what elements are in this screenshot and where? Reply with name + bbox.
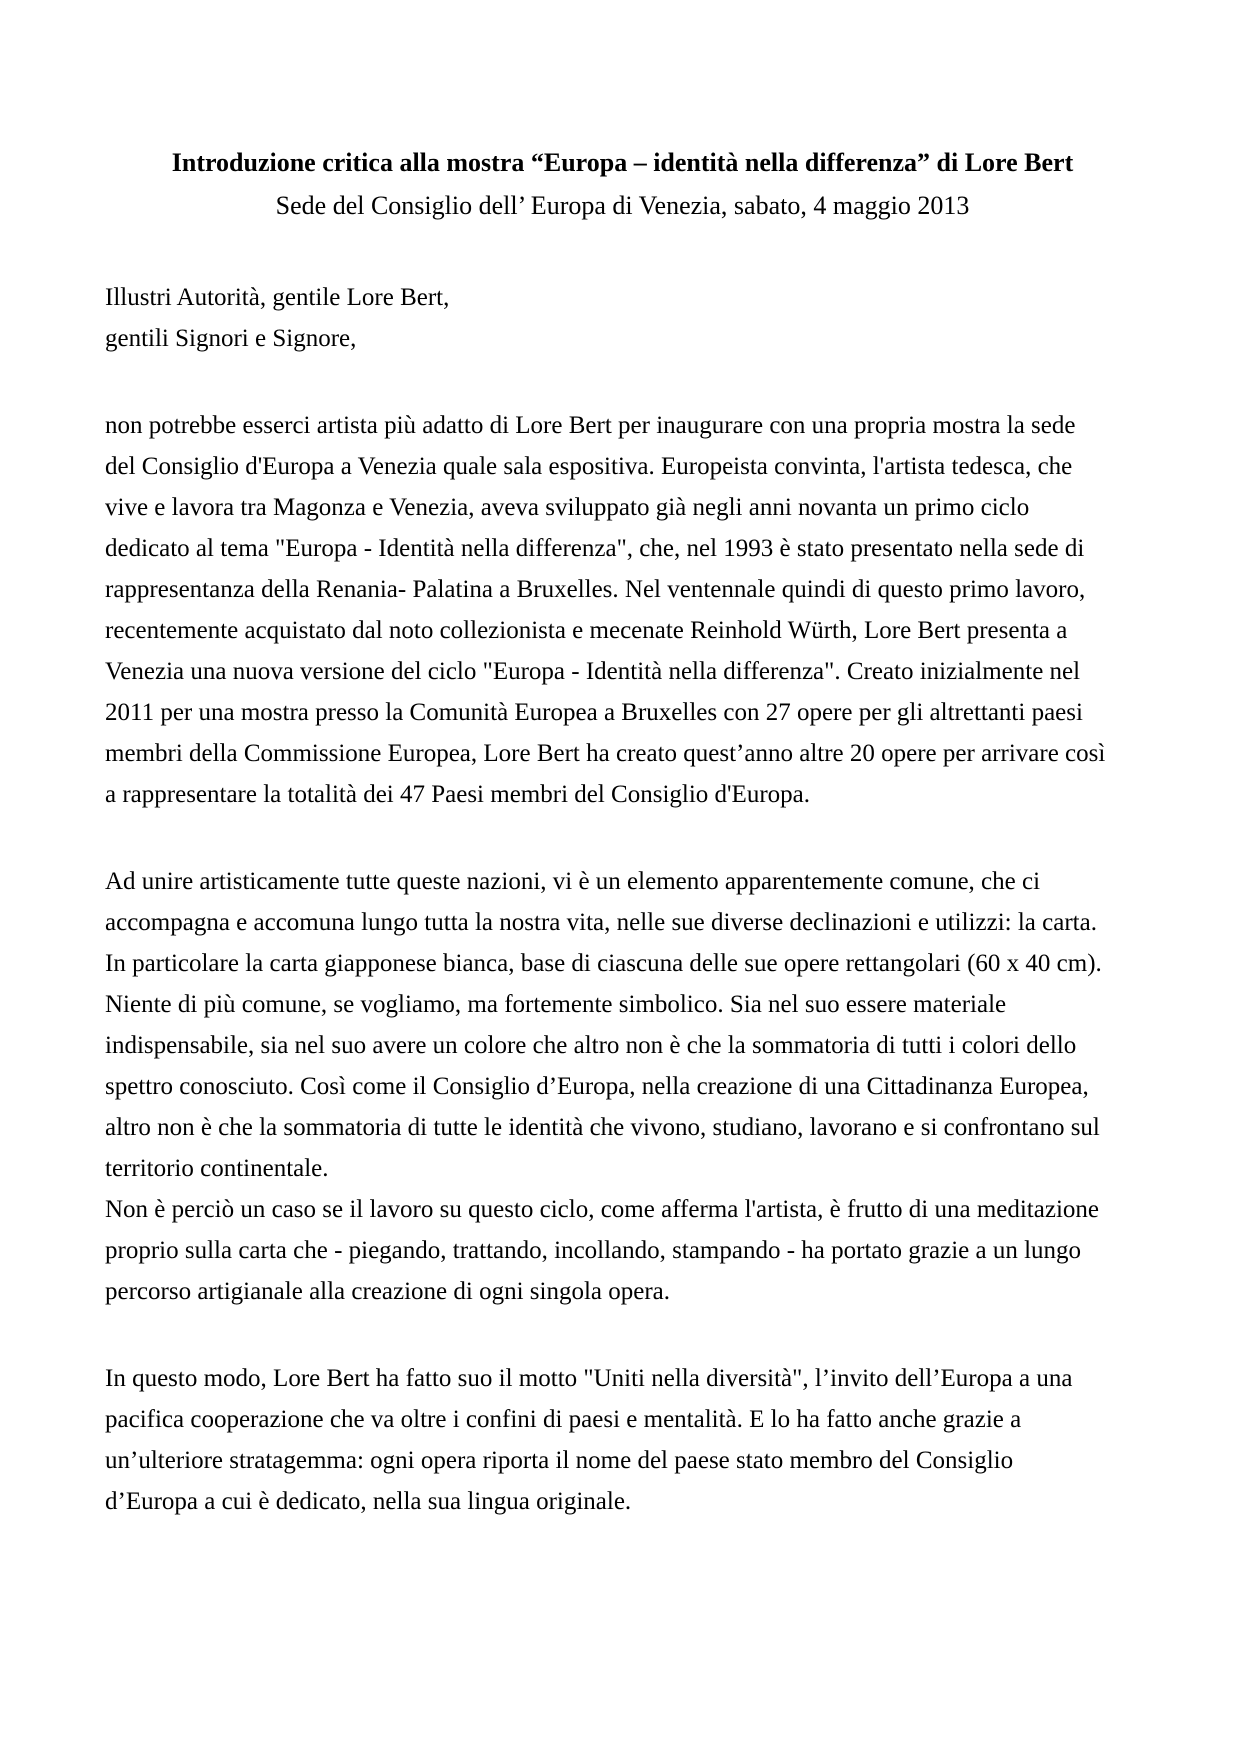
paragraph-1	[105, 405, 1140, 815]
text-line: non potrebbe esserci artista più adatto di Lore Bert per inaugurare con una propria mostra la sede	[105, 412, 1076, 439]
greeting-line: gentili Signori e Signore,	[105, 325, 357, 352]
text-line: In particolare la carta giapponese bianca, base di ciascuna delle sue opere rettangolari (60 x 40 cm).	[105, 950, 1102, 977]
text-line: dedicato al tema "Europa - Identità nella differenza", che, nel 1993 è stato presentato nella sede di	[105, 535, 1085, 562]
document-subtitle: Sede del Consiglio dell’ Europa di Venezia, sabato, 4 maggio 2013	[275, 191, 970, 220]
text-line: In questo modo, Lore Bert ha fatto suo il motto "Uniti nella diversità", l’invito dell’Europa a una	[105, 1365, 1073, 1392]
text-line: proprio sulla carta che - piegando, trattando, incollando, stampando - ha portato grazie a un lungo	[105, 1237, 1082, 1264]
document-title: Introduzione critica alla mostra “Europa – identità nella differenza” di Lore Bert	[171, 148, 1074, 177]
text-line: pacifica cooperazione che va oltre i confini di paesi e mentalità. E lo ha fatto anche grazie a	[105, 1406, 1022, 1433]
text-line: Niente di più comune, se vogliamo, ma fortemente simbolico. Sia nel suo essere materiale	[105, 991, 1007, 1018]
text-line: territorio continentale.	[105, 1155, 329, 1182]
text-line: Non è perciò un caso se il lavoro su questo ciclo, come afferma l'artista, è frutto di una meditazione	[105, 1196, 1099, 1223]
text-line: del Consiglio d'Europa a Venezia quale sala espositiva. Europeista convinta, l'artista tedesca, che	[105, 453, 1073, 480]
text-line: accompagna e accomuna lungo tutta la nostra vita, nelle sue diverse declinazioni e utilizzi: la carta.	[105, 909, 1097, 936]
text-line: indispensabile, sia nel suo avere un colore che altro non è che la sommatoria di tutti i colori dello	[105, 1032, 1077, 1059]
greeting-block	[105, 277, 1140, 359]
text-line: recentemente acquistato dal noto collezionista e mecenate Reinhold Würth, Lore Bert presenta a	[105, 617, 1068, 644]
text-line: d’Europa a cui è dedicato, nella sua lingua originale.	[105, 1488, 632, 1515]
text-line: a rappresentare la totalità dei 47 Paesi membri del Consiglio d'Europa.	[105, 781, 810, 808]
greeting-line: Illustri Autorità, gentile Lore Bert,	[105, 284, 450, 311]
text-line: Venezia una nuova versione del ciclo "Europa - Identità nella differenza". Creato inizialmente nel	[105, 658, 1081, 685]
paragraph-3	[105, 1189, 1140, 1312]
text-line: rappresentanza della Renania- Palatina a Bruxelles. Nel ventennale quindi di questo primo lavoro,	[105, 576, 1086, 603]
text-line: Ad unire artisticamente tutte queste nazioni, vi è un elemento apparentemente comune, che ci	[105, 868, 1041, 895]
text-line: 2011 per una mostra presso la Comunità Europea a Bruxelles con 27 opere per gli altrettanti paesi	[105, 699, 1083, 726]
text-line: membri della Commissione Europea, Lore Bert ha creato quest’anno altre 20 opere per arrivare così	[105, 740, 1106, 767]
paragraph-4	[105, 1358, 1140, 1522]
text-line: un’ulteriore stratagemma: ogni opera riporta il nome del paese stato membro del Consiglio	[105, 1447, 1014, 1474]
text-line: altro non è che la sommatoria di tutte le identità che vivono, studiano, lavorano e si confrontano sul	[105, 1114, 1100, 1141]
text-line: vive e lavora tra Magonza e Venezia, aveva sviluppato già negli anni novanta un primo ciclo	[105, 494, 1030, 521]
text-line: percorso artigianale alla creazione di ogni singola opera.	[105, 1278, 671, 1305]
text-line: spettro conosciuto. Così come il Consiglio d’Europa, nella creazione di una Cittadinanza Europea,	[105, 1073, 1089, 1100]
paragraph-2	[105, 861, 1140, 1189]
